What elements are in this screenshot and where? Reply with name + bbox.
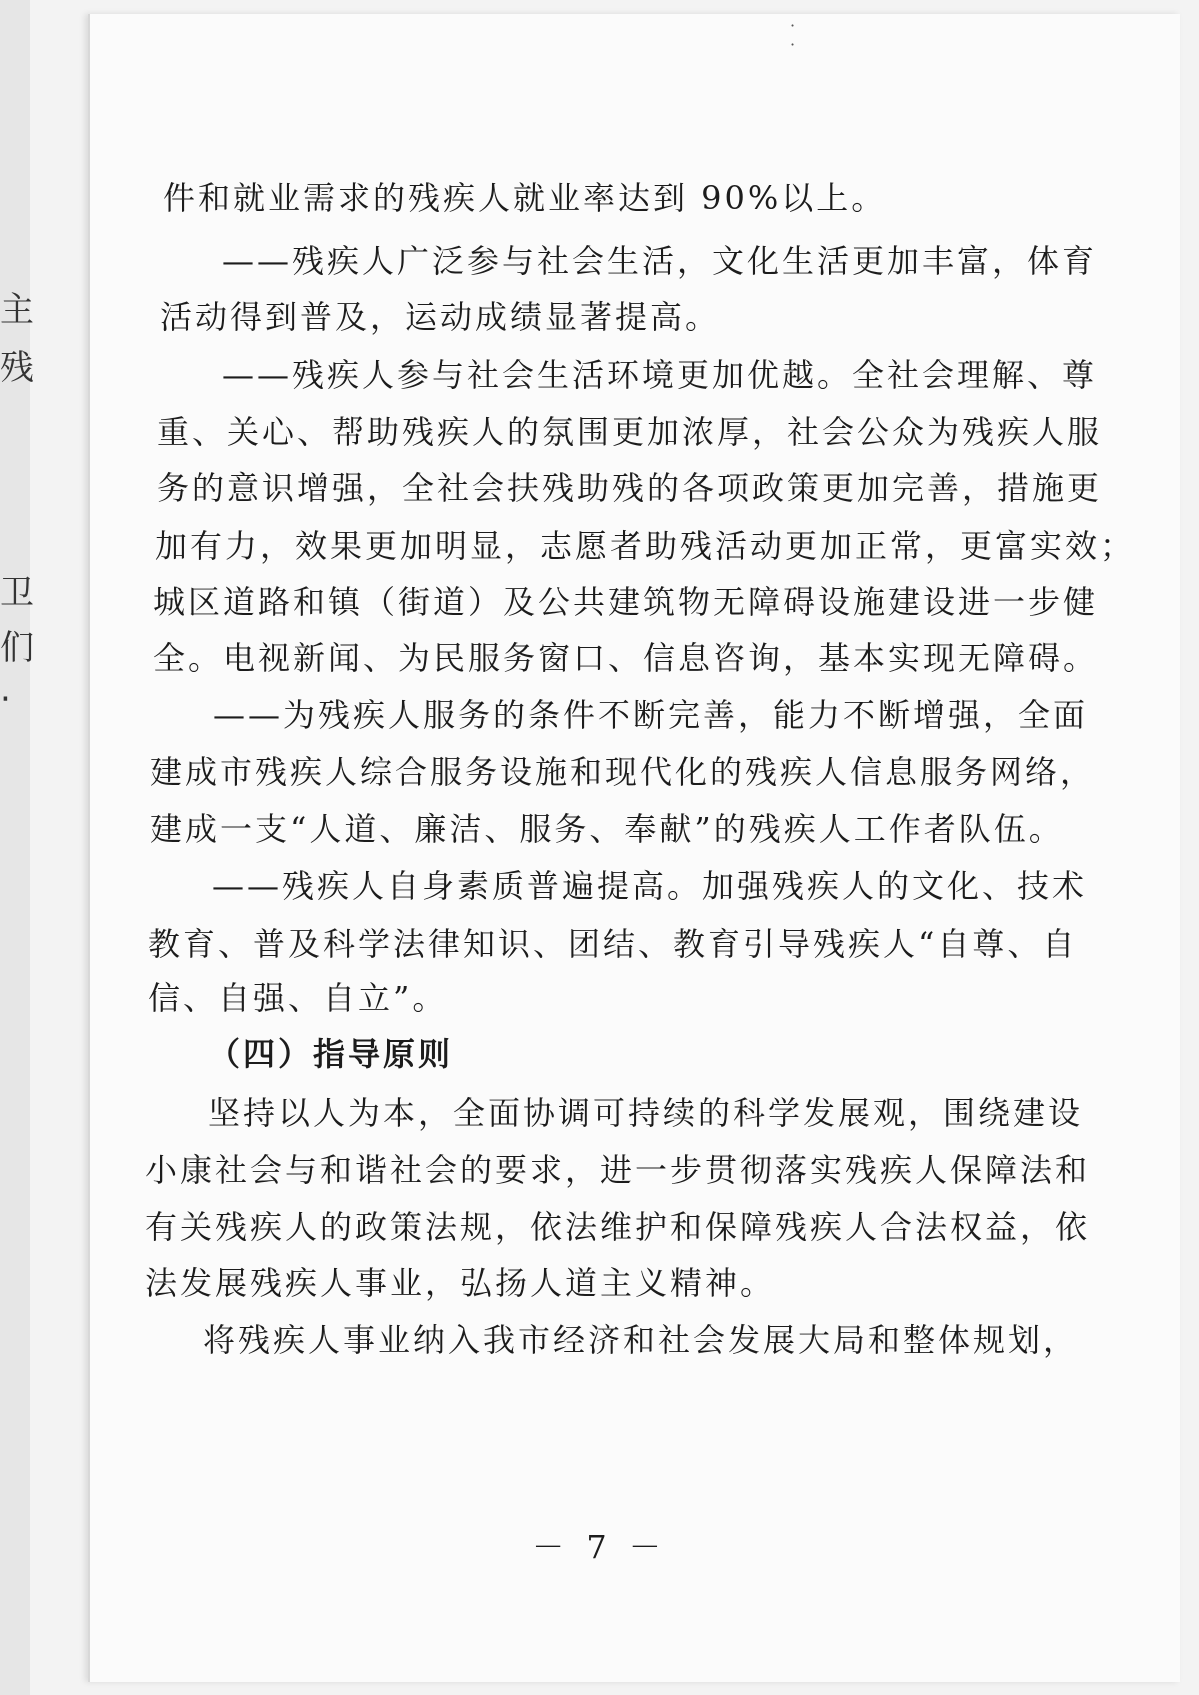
margin-fragment: ‧ bbox=[0, 680, 11, 720]
body-line-12: 建成一支“人道、廉洁、服务、奉献”的残疾人工作者队伍。 bbox=[150, 810, 1064, 848]
body-line-21: 将残疾人事业纳入我市经济和社会发展大局和整体规划， bbox=[203, 1321, 1079, 1359]
body-line-14: 教育、普及科学法律知识、团结、教育引导残疾人“自尊、自 bbox=[148, 925, 1078, 963]
body-line-2: ——残疾人广泛参与社会生活，文化生活更加丰富，体育 bbox=[222, 242, 1098, 280]
body-line-18: 小康社会与和谐社会的要求，进一步贯彻落实残疾人保障法和 bbox=[145, 1151, 1091, 1189]
body-line-13: ——残疾人自身素质普遍提高。加强残疾人的文化、技术 bbox=[212, 867, 1088, 905]
section-heading: （四）指导原则 bbox=[208, 1035, 454, 1073]
body-line-20: 法发展残疾人事业，弘扬人道主义精神。 bbox=[145, 1264, 776, 1302]
body-line-19: 有关残疾人的政策法规，依法维护和保障残疾人合法权益，依 bbox=[145, 1208, 1091, 1246]
body-line-5: 重、关心、帮助残疾人的氛围更加浓厚，社会公众为残疾人服 bbox=[157, 413, 1103, 451]
body-line-11: 建成市残疾人综合服务设施和现代化的残疾人信息服务网络， bbox=[150, 753, 1096, 791]
body-line-10: ——为残疾人服务的条件不断完善，能力不断增强，全面 bbox=[213, 696, 1089, 734]
body-line-8: 城区道路和镇（街道）及公共建筑物无障碍设施建设进一步健 bbox=[153, 583, 1099, 621]
body-line-15: 信、自强、自立”。 bbox=[148, 979, 448, 1017]
body-line-4: ——残疾人参与社会生活环境更加优越。全社会理解、尊 bbox=[222, 356, 1098, 394]
body-line-6: 务的意识增强，全社会扶残助残的各项政策更加完善，措施更 bbox=[157, 469, 1103, 507]
page-number: － 7 － bbox=[532, 1528, 667, 1566]
body-line-9: 全。电视新闻、为民服务窗口、信息咨询，基本实现无障碍。 bbox=[153, 639, 1099, 677]
margin-fragment: 主 bbox=[0, 290, 34, 330]
margin-fragment: 们 bbox=[0, 628, 34, 668]
body-line-3: 活动得到普及，运动成绩显著提高。 bbox=[160, 298, 721, 336]
margin-fragment: 残 bbox=[0, 348, 34, 388]
top-scan-marks: · · bbox=[790, 16, 946, 54]
margin-fragment: 卫 bbox=[0, 573, 34, 613]
body-line-7: 加有力，效果更加明显，志愿者助残活动更加正常，更富实效； bbox=[155, 527, 1136, 565]
body-line-1: 件和就业需求的残疾人就业率达到 90%以上。 bbox=[163, 179, 887, 217]
previous-page-strip bbox=[0, 0, 34, 1695]
body-line-17: 坚持以人为本，全面协调可持续的科学发展观，围绕建设 bbox=[208, 1094, 1084, 1132]
